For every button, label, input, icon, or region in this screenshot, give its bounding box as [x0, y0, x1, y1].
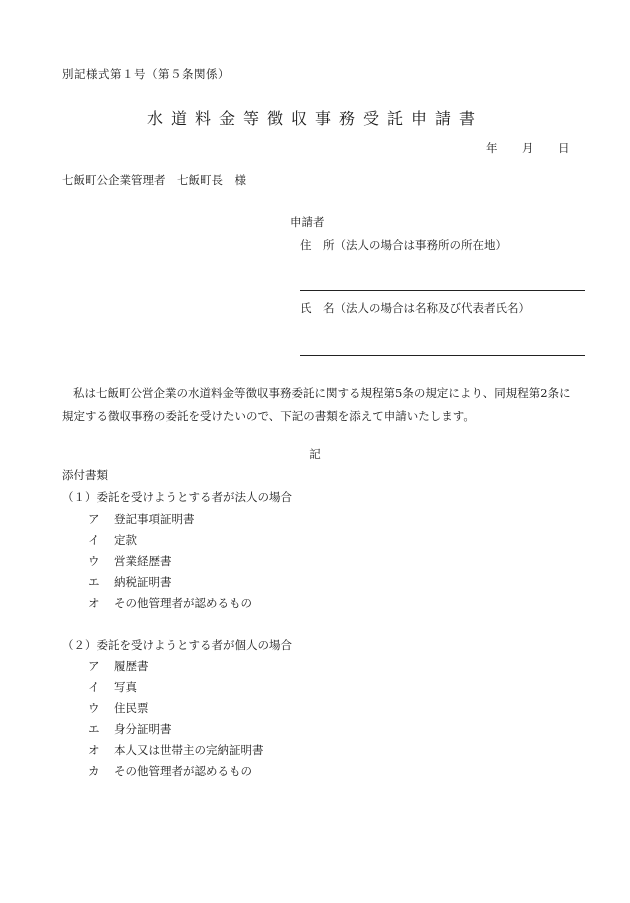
- item-text: その他管理者が認めるもの: [114, 764, 252, 778]
- list-item: [88, 553, 172, 569]
- item-mark: ウ: [88, 701, 100, 715]
- item-mark: オ: [88, 596, 100, 610]
- applicant-label: 申請者: [290, 215, 325, 229]
- item-text: 納税証明書: [114, 575, 172, 589]
- body-paragraph: [62, 382, 582, 428]
- list-item: [88, 763, 252, 779]
- list-item: [88, 721, 172, 737]
- item-text: 履歴書: [114, 659, 149, 673]
- item-text: 本人又は世帯主の完納証明書: [114, 743, 264, 757]
- date-year-label: 年: [486, 141, 498, 155]
- item-mark: オ: [88, 743, 100, 757]
- list-item: [88, 511, 195, 527]
- address-label: 住 所（法人の場合は事務所の所在地）: [300, 238, 507, 252]
- list-item: [88, 574, 172, 590]
- list-item: [88, 700, 149, 716]
- ki-heading: 記: [309, 447, 321, 461]
- item-mark: エ: [88, 575, 100, 589]
- address-field-line[interactable]: [300, 290, 585, 291]
- item-text: その他管理者が認めるもの: [114, 596, 252, 610]
- document-title: 水道料金等徴収事務受託申請書: [146, 109, 483, 128]
- item-mark: ア: [88, 659, 100, 673]
- addressee: 七飯町公企業管理者 七飯町長 様: [62, 173, 246, 187]
- name-label: 氏 名（法人の場合は名称及び代表者氏名）: [300, 301, 530, 315]
- item-mark: ア: [88, 512, 100, 526]
- date-day-label: 日: [558, 141, 570, 155]
- item-text: 写真: [114, 680, 137, 694]
- item-text: 登記事項証明書: [114, 512, 195, 526]
- list-item: [88, 595, 252, 611]
- item-mark: イ: [88, 680, 100, 694]
- item-mark: イ: [88, 533, 100, 547]
- body-text: 私は七飯町公営企業の水道料金等徴収事務委託に関する規程第5条の規定により、同規程第2条に規定する徴収事務の委託を受けたいので、下記の書類を添えて申請いたします。: [62, 386, 571, 423]
- item-text: 身分証明書: [114, 722, 172, 736]
- attachments-heading: 添付書類: [62, 468, 108, 482]
- section-heading-corporate: （１）委託を受けようとする者が法人の場合: [62, 490, 292, 504]
- name-field-line[interactable]: [300, 355, 585, 356]
- item-text: 定款: [114, 533, 137, 547]
- list-item: [88, 742, 264, 758]
- list-item: [88, 658, 149, 674]
- section-heading-individual: （２）委託を受けようとする者が個人の場合: [62, 638, 292, 652]
- item-mark: ウ: [88, 554, 100, 568]
- item-mark: エ: [88, 722, 100, 736]
- item-mark: カ: [88, 764, 100, 778]
- date-month-label: 月: [522, 141, 534, 155]
- list-item: [88, 532, 137, 548]
- item-text: 住民票: [114, 701, 149, 715]
- form-number: 別記様式第１号（第５条関係）: [62, 67, 230, 81]
- list-item: [88, 679, 137, 695]
- item-text: 営業経歴書: [114, 554, 172, 568]
